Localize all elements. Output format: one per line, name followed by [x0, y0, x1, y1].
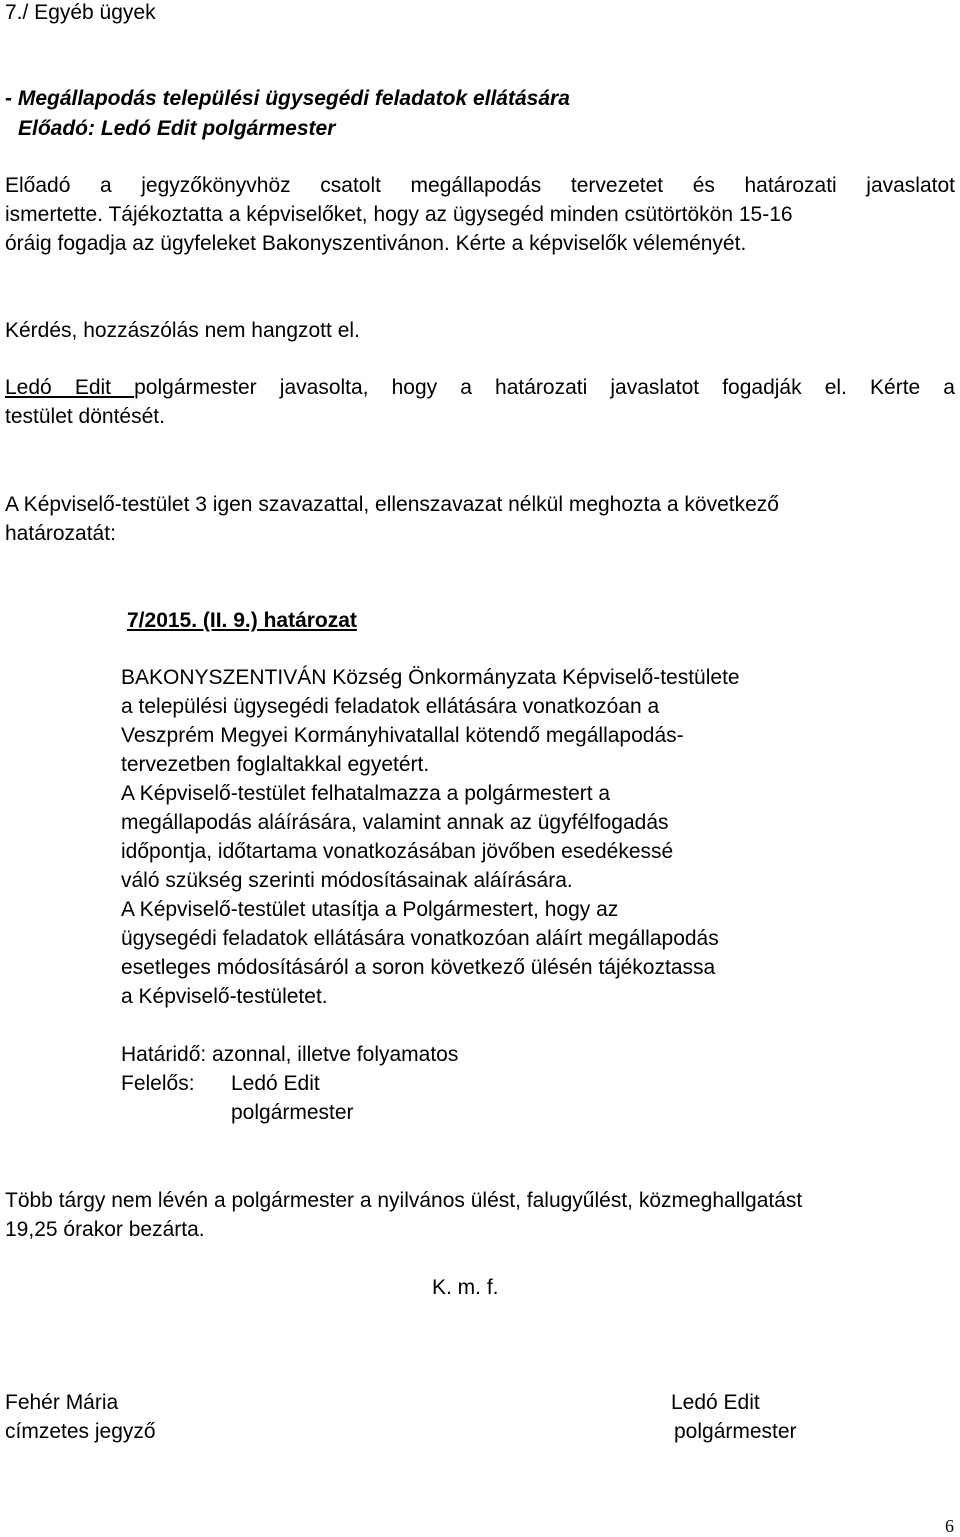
signature-right-title: polgármester — [674, 1420, 797, 1443]
page-number: 6 — [945, 1516, 954, 1536]
resolution-line: esetleges módosításáról a soron következő ülésén tájékoztassa — [121, 956, 716, 979]
vote-line-1: A Képviselő-testület 3 igen szavazattal, ellenszavazat nélkül meghozta a következő — [5, 493, 779, 516]
intro-line-2: ismertette. Tájékoztatta a képviselőket, hogy az ügysegéd minden csütörtökön 15-16 — [5, 203, 793, 226]
intro-line-1: Előadó a jegyzőkönyvhöz csatolt megállapodás tervezetet és határozati javaslatot — [5, 174, 955, 197]
resolution-line: Veszprém Megyei Kormányhivatallal kötendő megállapodás- — [121, 724, 684, 747]
resolution-line: időpontja, időtartama vonatkozásában jövőben esedékessé — [121, 840, 674, 863]
resolution-line: A Képviselő-testület felhatalmazza a polgármestert a — [121, 782, 611, 805]
responsible-name: Ledó Edit — [231, 1072, 320, 1095]
proposal-line-2: testület döntését. — [5, 405, 165, 428]
responsible-label: Felelős: — [121, 1072, 195, 1095]
kmf-text: K. m. f. — [432, 1276, 499, 1299]
vote-line-2: határozatát: — [5, 522, 116, 545]
resolution-line: a Képviselő-testületet. — [121, 985, 328, 1008]
signature-left-name: Fehér Mária — [5, 1391, 119, 1414]
no-questions-text: Kérdés, hozzászólás nem hangzott el. — [5, 319, 360, 342]
proposal-name: Ledó Edit — [5, 376, 135, 399]
resolution-number: 7/2015. (II. 9.) határozat — [127, 609, 357, 632]
responsible-title: polgármester — [231, 1101, 354, 1124]
closing-line-2: 19,25 órakor bezárta. — [5, 1218, 205, 1241]
deadline: Határidő: azonnal, illetve folyamatos — [121, 1043, 459, 1066]
section-title: 7./ Egyéb ügyek — [5, 1, 156, 24]
resolution-line: megállapodás aláírására, valamint annak az ügyfélfogadás — [121, 811, 669, 834]
signature-right-name: Ledó Edit — [671, 1391, 760, 1414]
resolution-line: tervezetben foglaltakkal egyetért. — [121, 753, 430, 776]
signature-left-title: címzetes jegyző — [5, 1420, 156, 1443]
resolution-line: ügysegédi feladatok ellátására vonatkozóan aláírt megállapodás — [121, 927, 719, 950]
resolution-line: BAKONYSZENTIVÁN Község Önkormányzata Képviselő-testülete — [121, 666, 740, 689]
resolution-line: a települési ügysegédi feladatok ellátására vonatkozóan a — [121, 695, 660, 718]
resolution-line: váló szükség szerinti módosításainak aláírására. — [121, 869, 573, 892]
closing-line-1: Több tárgy nem lévén a polgármester a nyilvános ülést, falugyűlést, közmeghallgatást — [5, 1189, 803, 1212]
agenda-item-heading: - Megállapodás települési ügysegédi feladatok ellátására — [5, 87, 570, 110]
agenda-item-presenter: Előadó: Ledó Edit polgármester — [18, 117, 336, 140]
intro-line-3: óráig fogadja az ügyfeleket Bakonyszentivánon. Kérte a képviselők véleményét. — [5, 232, 747, 255]
proposal-text: polgármester javasolta, hogy a határozati javaslatot fogadják el. Kérte a — [134, 376, 955, 399]
resolution-line: A Képviselő-testület utasítja a Polgármestert, hogy az — [121, 898, 619, 921]
